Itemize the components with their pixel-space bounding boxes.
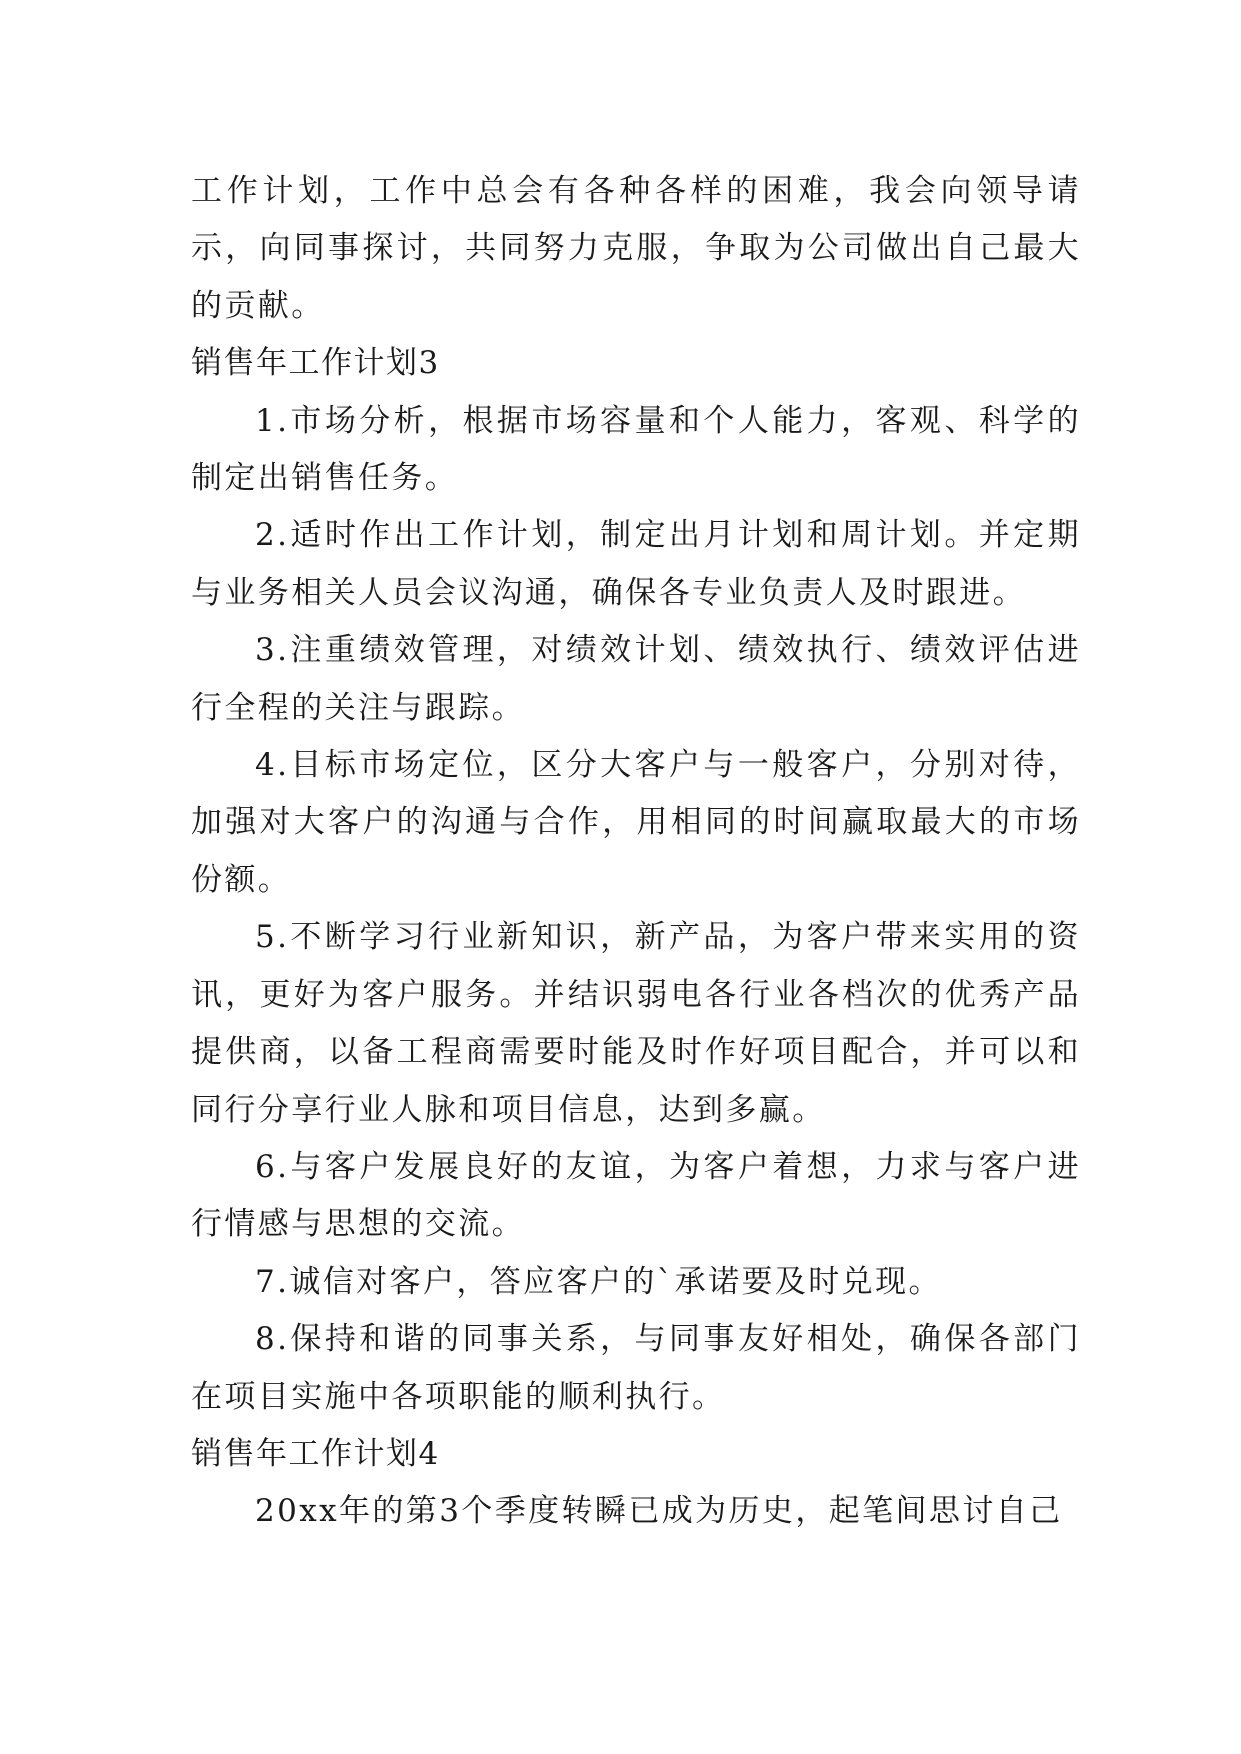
paragraph-q3-review: 20xx年的第3个季度转瞬已成为历史，起笔间思讨自己 <box>255 1493 1063 1530</box>
section-heading-plan-4: 销售年工作计划4 <box>191 1435 440 1472</box>
list-item-1-market-analysis: 1.市场分析，根据市场容量和个人能力，客观、科学的制定出销售任务。 <box>191 402 1081 497</box>
section-heading-plan-3: 销售年工作计划3 <box>191 345 440 382</box>
list-item-4-target-market: 4.目标市场定位，区分大客户与一般客户，分别对待，加强对大客户的沟通与合作，用相同的时间赢取最大的市场份额。 <box>191 747 1081 898</box>
list-item-7-integrity: 7.诚信对客户，答应客户的`承诺要及时兑现。 <box>255 1263 942 1300</box>
list-item-8-colleagues: 8.保持和谐的同事关系，与同事友好相处，确保各部门在项目实施中各项职能的顺利执行。 <box>191 1321 1081 1415</box>
document-body <box>191 163 1081 1541</box>
paragraph-work-plan-ending: 工作计划，工作中总会有各种各样的困难，我会向领导请示，向同事探讨，共同努力克服，争取为公司做出自己最大的贡献。 <box>191 173 1081 324</box>
list-item-2-work-plan: 2.适时作出工作计划，制定出月计划和周计划。并定期与业务相关人员会议沟通，确保各专业负责人及时跟进。 <box>191 517 1081 611</box>
list-item-6-friendship: 6.与客户发展良好的友谊，为客户着想，力求与客户进行情感与思想的交流。 <box>191 1148 1081 1243</box>
list-item-3-performance: 3.注重绩效管理，对绩效计划、绩效执行、绩效评估进行全程的关注与跟踪。 <box>191 632 1081 726</box>
list-item-5-learning: 5.不断学习行业新知识，新产品，为客户带来实用的资讯，更好为客户服务。并结识弱电各行业各档次的优秀产品提供商，以备工程商需要时能及时作好项目配合，并可以和同行分享行业人脉和项目信息，达到多赢。 <box>191 919 1081 1128</box>
